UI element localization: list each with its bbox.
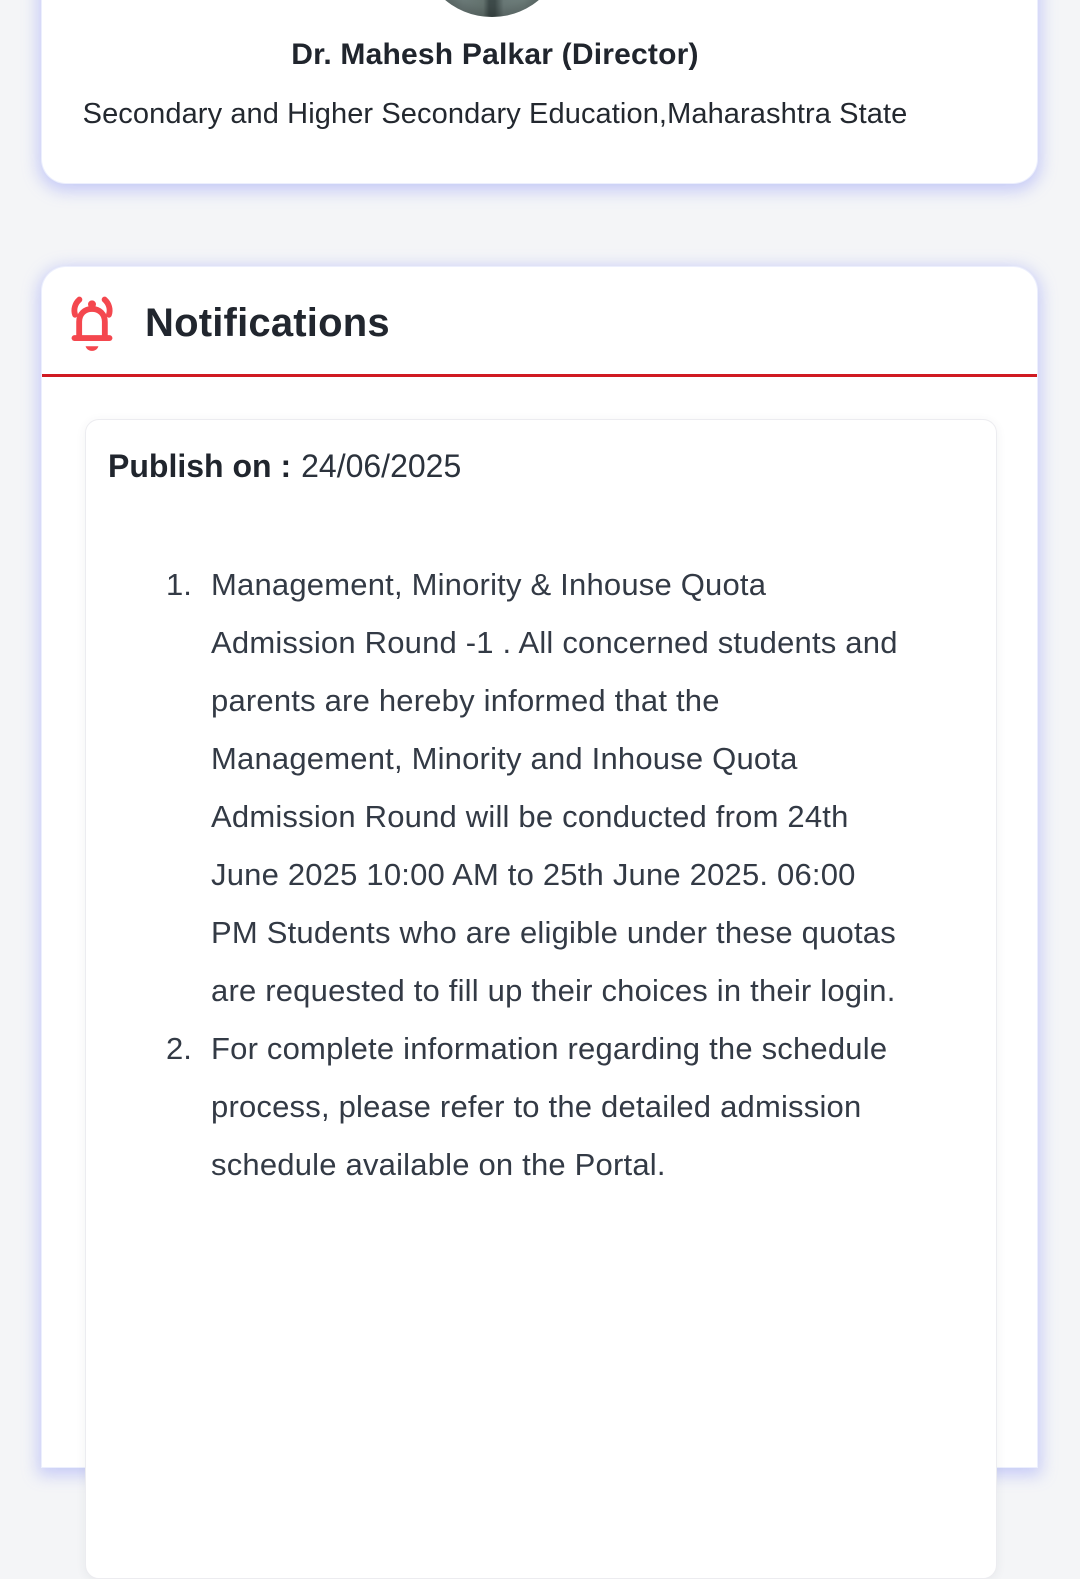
publish-date: 24/06/2025 [301,448,462,484]
notice-card [85,419,997,1579]
notice-list [166,556,926,1194]
director-organization: Secondary and Higher Secondary Education,Maharashtra State [82,98,908,130]
notifications-card [42,267,1037,1467]
notifications-title: Notifications [145,301,390,345]
director-name: Dr. Mahesh Palkar (Director) [291,38,699,71]
bell-ring-icon [64,294,120,360]
director-card [42,0,1037,183]
publish-row [108,446,461,486]
publish-label: Publish on : [108,448,292,484]
notice-item [166,556,926,1020]
notice-item-number: 1. [166,567,192,602]
notice-item-text: For complete information regarding the schedule process, please refer to the detailed admission schedule available on the Portal. [211,1031,888,1182]
director-card-content [42,0,948,183]
director-avatar [419,0,565,17]
notice-item-number: 2. [166,1031,192,1066]
notifications-divider [42,374,1037,377]
notice-item-text: Management, Minority & Inhouse Quota Admission Round -1 . All concerned students and parents are hereby informed that the Management, Minority and Inhouse Quota Admission Round will be conducted from 24th June 2025 10:00 AM to 25th June 2025. 06:00 PM Students who are eligible under these quotas are requested to fill up their choices in their login. [211,567,898,1008]
notice-item [166,1020,926,1194]
